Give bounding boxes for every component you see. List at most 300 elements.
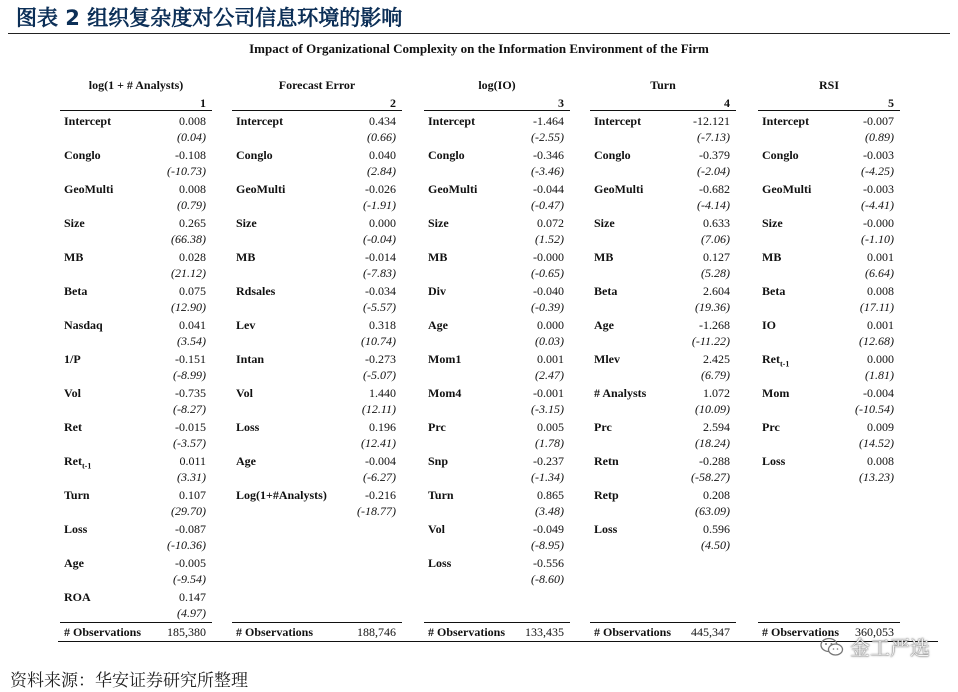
variable-name: Conglo — [762, 148, 799, 162]
t-statistic: (0.04) — [177, 130, 206, 144]
variable-label — [594, 522, 617, 537]
t-statistic: (14.52) — [859, 436, 894, 450]
t-statistic: (1.78) — [535, 436, 564, 450]
t-statistic: (0.89) — [865, 130, 894, 144]
column-header-rule — [424, 110, 570, 111]
variable-label — [64, 216, 85, 231]
variable-name: Size — [594, 216, 615, 230]
variable-label — [594, 182, 643, 197]
coefficient: 0.028 — [179, 250, 206, 264]
t-statistic: (-0.04) — [363, 232, 396, 246]
coefficient: 0.001 — [867, 250, 894, 264]
t-statistic: (-8.95) — [531, 538, 564, 552]
variable-subscript: t-1 — [82, 461, 92, 471]
t-statistic: (-3.46) — [531, 164, 564, 178]
variable-label — [428, 556, 451, 571]
t-statistic: (10.09) — [695, 402, 730, 416]
variable-name: Mom1 — [428, 352, 462, 366]
variable-label — [236, 284, 275, 299]
column-number: 2 — [390, 96, 396, 110]
t-statistic: (-4.25) — [861, 164, 894, 178]
variable-label — [236, 352, 264, 367]
variable-label — [428, 420, 446, 435]
coefficient: -0.273 — [365, 352, 396, 366]
coefficient: -0.108 — [175, 148, 206, 162]
variable-name: Loss — [428, 556, 452, 570]
figure-label: 图表 2 组织复杂度对公司信息环境的影响 — [16, 6, 403, 30]
variable-name: 1/P — [64, 352, 81, 366]
observations-label: # Observations — [64, 625, 142, 639]
coefficient: 0.000 — [867, 352, 894, 366]
variable-name: Size — [428, 216, 449, 230]
coefficient: 0.041 — [179, 318, 206, 332]
observations-value: 360,053 — [855, 625, 894, 639]
variable-name: Age — [64, 556, 84, 570]
observations-value: 445,347 — [691, 625, 730, 639]
variable-name: Loss — [594, 522, 618, 536]
variable-name: Intercept — [236, 114, 284, 128]
observations-value: 188,746 — [357, 625, 396, 639]
t-statistic: (2.47) — [535, 368, 564, 382]
t-statistic: (-8.27) — [173, 402, 206, 416]
coefficient: -0.087 — [175, 522, 206, 536]
variable-name: Ret — [64, 454, 82, 468]
t-statistic: (18.24) — [695, 436, 730, 450]
variable-name: Prc — [762, 420, 780, 434]
variable-label — [762, 318, 776, 333]
observations-value: 133,435 — [525, 625, 564, 639]
variable-label — [428, 114, 475, 129]
coefficient: 0.434 — [369, 114, 396, 128]
column-header: log(1 + # Analysts) — [88, 78, 184, 92]
variable-label — [428, 522, 445, 537]
t-statistic: (7.06) — [701, 232, 730, 246]
t-statistic: (12.11) — [361, 402, 396, 416]
variable-label — [64, 250, 83, 265]
variable-name: Intercept — [64, 114, 112, 128]
variable-label — [428, 216, 449, 231]
variable-name: GeoMulti — [428, 182, 478, 196]
column-number: 3 — [558, 96, 564, 110]
t-statistic: (-6.27) — [363, 470, 396, 484]
coefficient: 1.072 — [703, 386, 730, 400]
coefficient: 0.318 — [369, 318, 396, 332]
variable-name: Intan — [236, 352, 265, 366]
coefficient: 0.008 — [179, 182, 206, 196]
coefficient: 0.000 — [369, 216, 396, 230]
variable-label — [594, 386, 646, 401]
t-statistic: (-0.39) — [531, 300, 564, 314]
column-panel-2 — [232, 0, 402, 692]
coefficient: -0.044 — [533, 182, 564, 196]
variable-name: GeoMulti — [236, 182, 286, 196]
observations-rule — [758, 622, 900, 623]
t-statistic: (1.81) — [865, 368, 894, 382]
t-statistic: (63.09) — [695, 504, 730, 518]
t-statistic: (4.50) — [701, 538, 730, 552]
coefficient: 0.127 — [703, 250, 730, 264]
variable-name: Ret — [64, 420, 82, 434]
coefficient: -12.121 — [693, 114, 730, 128]
variable-name: MB — [762, 250, 782, 264]
variable-name: Beta — [594, 284, 618, 298]
coefficient: 2.425 — [703, 352, 730, 366]
t-statistic: (4.97) — [177, 606, 206, 620]
t-statistic: (-2.04) — [697, 164, 730, 178]
observations-rule — [60, 622, 212, 623]
variable-label — [428, 454, 448, 469]
coefficient: -0.003 — [863, 148, 894, 162]
variable-label — [594, 488, 619, 503]
variable-label — [64, 590, 91, 605]
table-bottom-rule — [58, 641, 938, 642]
variable-label — [428, 148, 465, 163]
variable-name: Mom — [762, 386, 790, 400]
column-header-rule — [232, 110, 402, 111]
t-statistic: (0.79) — [177, 198, 206, 212]
variable-name: Vol — [236, 386, 253, 400]
variable-name: Snp — [428, 454, 449, 468]
coefficient: -0.040 — [533, 284, 564, 298]
observations-value: 185,380 — [167, 625, 206, 639]
t-statistic: (-0.65) — [531, 266, 564, 280]
t-statistic: (5.28) — [701, 266, 730, 280]
coefficient: -0.151 — [175, 352, 206, 366]
variable-label — [64, 488, 90, 503]
t-statistic: (-7.83) — [363, 266, 396, 280]
variable-name: Beta — [762, 284, 786, 298]
coefficient: -0.015 — [175, 420, 206, 434]
t-statistic: (0.66) — [367, 130, 396, 144]
coefficient: -0.682 — [699, 182, 730, 196]
variable-name: Nasdaq — [64, 318, 103, 332]
coefficient: 0.011 — [179, 454, 206, 468]
variable-name: Div — [428, 284, 446, 298]
variable-name: Size — [762, 216, 783, 230]
column-header-rule — [60, 110, 212, 111]
brand-name: 金工严选 — [850, 636, 930, 660]
t-statistic: (0.03) — [535, 334, 564, 348]
t-statistic: (-2.55) — [531, 130, 564, 144]
coefficient: -0.005 — [175, 556, 206, 570]
t-statistic: (3.31) — [177, 470, 206, 484]
variable-label — [236, 454, 256, 469]
variable-name: MB — [236, 250, 256, 264]
t-statistic: (-3.57) — [173, 436, 206, 450]
t-statistic: (-8.99) — [173, 368, 206, 382]
t-statistic: (-7.13) — [697, 130, 730, 144]
t-statistic: (-4.41) — [861, 198, 894, 212]
variable-name: Size — [64, 216, 85, 230]
variable-label — [236, 420, 259, 435]
source-note: 资料来源：华安证券研究所整理 — [10, 671, 248, 691]
coefficient: -0.237 — [533, 454, 564, 468]
brand-watermark — [820, 632, 930, 661]
coefficient: 0.633 — [703, 216, 730, 230]
t-statistic: (-10.36) — [167, 538, 206, 552]
t-statistic: (21.12) — [171, 266, 206, 280]
t-statistic: (29.70) — [171, 504, 206, 518]
variable-label — [236, 148, 273, 163]
variable-name: ROA — [64, 590, 91, 604]
variable-name: Log(1+#Analysts) — [236, 488, 327, 502]
column-header: log(IO) — [478, 78, 516, 92]
variable-name: Vol — [64, 386, 81, 400]
variable-name: IO — [762, 318, 777, 332]
coefficient: -0.004 — [365, 454, 396, 468]
coefficient: 0.008 — [867, 284, 894, 298]
variable-name: Prc — [594, 420, 612, 434]
variable-name: Retn — [594, 454, 619, 468]
variable-name: Conglo — [428, 148, 465, 162]
coefficient: 0.000 — [537, 318, 564, 332]
coefficient: -1.268 — [699, 318, 730, 332]
variable-label — [64, 182, 113, 197]
variable-name: Conglo — [594, 148, 631, 162]
variable-name: # Analysts — [594, 386, 647, 400]
coefficient: -0.216 — [365, 488, 396, 502]
variable-label — [236, 216, 257, 231]
t-statistic: (12.41) — [361, 436, 396, 450]
coefficient: 1.440 — [369, 386, 396, 400]
variable-name: Loss — [236, 420, 260, 434]
t-statistic: (2.84) — [367, 164, 396, 178]
variable-label — [236, 250, 255, 265]
t-statistic: (6.64) — [865, 266, 894, 280]
variable-name: Age — [428, 318, 448, 332]
variable-label — [762, 182, 811, 197]
variable-label — [64, 386, 81, 401]
coefficient: 0.009 — [867, 420, 894, 434]
column-header-rule — [758, 110, 900, 111]
variable-label — [594, 250, 613, 265]
variable-name: Ret — [762, 352, 780, 366]
coefficient: -0.007 — [863, 114, 894, 128]
variable-label — [594, 284, 617, 299]
observations-label: # Observations — [236, 625, 314, 639]
observations-label: # Observations — [428, 625, 506, 639]
variable-name: Vol — [428, 522, 445, 536]
variable-name: Mlev — [594, 352, 620, 366]
t-statistic: (-8.60) — [531, 572, 564, 586]
variable-name: Intercept — [594, 114, 642, 128]
variable-label — [64, 522, 87, 537]
variable-name: MB — [428, 250, 448, 264]
variable-label — [594, 318, 614, 333]
coefficient: 2.594 — [703, 420, 730, 434]
variable-name: MB — [594, 250, 614, 264]
coefficient: 0.001 — [537, 352, 564, 366]
variable-label — [762, 216, 783, 231]
coefficient: -0.003 — [863, 182, 894, 196]
variable-label — [762, 386, 789, 401]
coefficient: 0.107 — [179, 488, 206, 502]
coefficient: 0.265 — [179, 216, 206, 230]
t-statistic: (13.23) — [859, 470, 894, 484]
coefficient: 0.001 — [867, 318, 894, 332]
variable-label — [64, 454, 91, 470]
t-statistic: (-5.57) — [363, 300, 396, 314]
variable-label — [236, 488, 327, 503]
coefficient: -0.049 — [533, 522, 564, 536]
variable-name: Size — [236, 216, 257, 230]
variable-name: Turn — [64, 488, 90, 502]
coefficient: 2.604 — [703, 284, 730, 298]
coefficient: -0.034 — [365, 284, 396, 298]
coefficient: 0.040 — [369, 148, 396, 162]
variable-label — [236, 318, 255, 333]
variable-name: Intercept — [762, 114, 810, 128]
variable-label — [594, 352, 620, 367]
variable-label — [64, 284, 87, 299]
variable-name: Rdsales — [236, 284, 276, 298]
t-statistic: (1.52) — [535, 232, 564, 246]
coefficient: 0.208 — [703, 488, 730, 502]
table-title: Impact of Organizational Complexity on the Information Environment of the Firm — [249, 41, 709, 56]
variable-name: MB — [64, 250, 84, 264]
coefficient: -0.288 — [699, 454, 730, 468]
t-statistic: (-9.54) — [173, 572, 206, 586]
variable-label — [236, 182, 285, 197]
column-panel-3 — [424, 0, 570, 692]
coefficient: -0.000 — [533, 250, 564, 264]
variable-subscript: t-1 — [780, 359, 790, 369]
t-statistic: (-5.07) — [363, 368, 396, 382]
t-statistic: (12.68) — [859, 334, 894, 348]
coefficient: 0.865 — [537, 488, 564, 502]
column-header: Turn — [650, 78, 676, 92]
variable-label — [64, 420, 82, 435]
t-statistic: (-1.91) — [363, 198, 396, 212]
variable-label — [428, 352, 461, 367]
t-statistic: (-3.15) — [531, 402, 564, 416]
coefficient: 0.072 — [537, 216, 564, 230]
observations-rule — [590, 622, 736, 623]
variable-label — [594, 114, 641, 129]
column-number: 4 — [724, 96, 730, 110]
variable-name: Turn — [428, 488, 454, 502]
variable-label — [594, 148, 631, 163]
coefficient: 0.147 — [179, 590, 206, 604]
variable-label — [428, 182, 477, 197]
variable-label — [594, 216, 615, 231]
variable-name: GeoMulti — [762, 182, 812, 196]
variable-name: Lev — [236, 318, 256, 332]
variable-label — [64, 318, 103, 333]
variable-label — [428, 318, 448, 333]
coefficient: -0.346 — [533, 148, 564, 162]
column-panel-4 — [590, 0, 736, 692]
variable-name: Conglo — [64, 148, 101, 162]
column-number: 1 — [200, 96, 206, 110]
variable-name: GeoMulti — [594, 182, 644, 196]
variable-label — [594, 420, 612, 435]
coefficient: 0.196 — [369, 420, 396, 434]
variable-label — [762, 148, 799, 163]
coefficient: -0.735 — [175, 386, 206, 400]
observations-label: # Observations — [594, 625, 672, 639]
variable-label — [762, 420, 780, 435]
coefficient: -0.556 — [533, 556, 564, 570]
observations-rule — [232, 622, 402, 623]
variable-label — [762, 352, 789, 368]
t-statistic: (-1.34) — [531, 470, 564, 484]
variable-label — [428, 488, 454, 503]
t-statistic: (-10.54) — [855, 402, 894, 416]
variable-name: Retp — [594, 488, 619, 502]
coefficient: -1.464 — [533, 114, 564, 128]
variable-label — [762, 114, 809, 129]
variable-label — [64, 352, 81, 367]
variable-name: Beta — [64, 284, 88, 298]
column-panel-1 — [60, 0, 212, 692]
variable-name: Age — [236, 454, 256, 468]
coefficient: 0.008 — [179, 114, 206, 128]
t-statistic: (-0.47) — [531, 198, 564, 212]
variable-label — [428, 284, 446, 299]
coefficient: -0.379 — [699, 148, 730, 162]
coefficient: -0.026 — [365, 182, 396, 196]
column-header-rule — [590, 110, 736, 111]
variable-label — [64, 556, 84, 571]
t-statistic: (66.38) — [171, 232, 206, 246]
variable-label — [64, 148, 101, 163]
observations-rule — [424, 622, 570, 623]
variable-label — [236, 114, 283, 129]
t-statistic: (-1.10) — [861, 232, 894, 246]
variable-label — [428, 386, 461, 401]
variable-label — [428, 250, 447, 265]
coefficient: -0.004 — [863, 386, 894, 400]
variable-label — [762, 250, 781, 265]
column-number: 5 — [888, 96, 894, 110]
coefficient: 0.075 — [179, 284, 206, 298]
variable-name: Age — [594, 318, 614, 332]
coefficient: -0.000 — [863, 216, 894, 230]
column-panel-5 — [758, 0, 900, 692]
t-statistic: (10.74) — [361, 334, 396, 348]
variable-label — [762, 284, 785, 299]
variable-name: Intercept — [428, 114, 476, 128]
t-statistic: (-11.22) — [691, 334, 730, 348]
t-statistic: (6.79) — [701, 368, 730, 382]
variable-name: Prc — [428, 420, 446, 434]
variable-name: GeoMulti — [64, 182, 114, 196]
t-statistic: (19.36) — [695, 300, 730, 314]
t-statistic: (3.54) — [177, 334, 206, 348]
t-statistic: (17.11) — [859, 300, 894, 314]
wechat-icon — [820, 637, 844, 657]
variable-name: Loss — [762, 454, 786, 468]
observations-label: # Observations — [762, 625, 840, 639]
variable-label — [236, 386, 253, 401]
coefficient: -0.001 — [533, 386, 564, 400]
variable-label — [64, 114, 111, 129]
coefficient: 0.596 — [703, 522, 730, 536]
variable-label — [762, 454, 785, 469]
t-statistic: (-58.27) — [691, 470, 730, 484]
column-header: RSI — [818, 78, 839, 92]
t-statistic: (-18.77) — [357, 504, 396, 518]
t-statistic: (-4.14) — [697, 198, 730, 212]
t-statistic: (3.48) — [535, 504, 564, 518]
column-header: Forecast Error — [278, 78, 356, 92]
t-statistic: (-10.73) — [167, 164, 206, 178]
coefficient: 0.005 — [537, 420, 564, 434]
variable-label — [594, 454, 619, 469]
variable-name: Conglo — [236, 148, 273, 162]
variable-name: Loss — [64, 522, 88, 536]
